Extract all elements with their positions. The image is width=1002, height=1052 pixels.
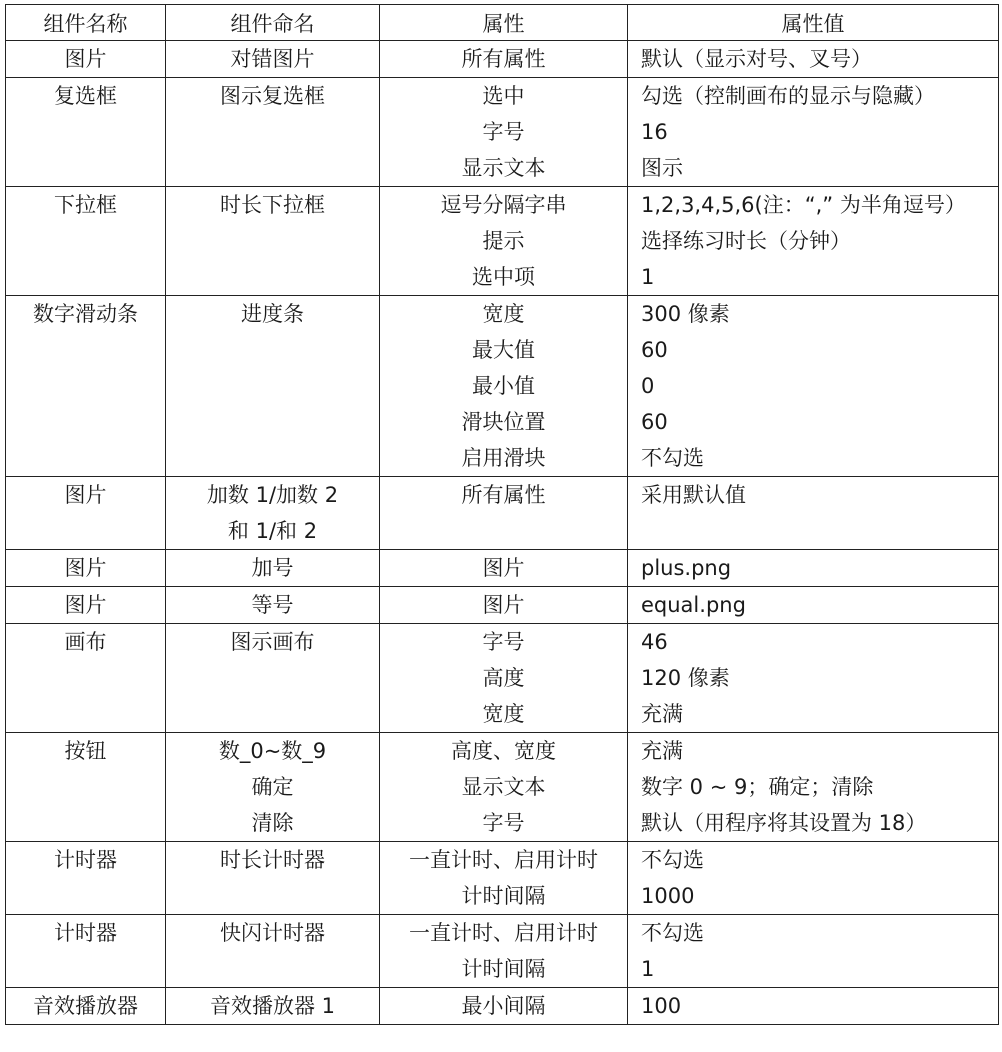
- cell-line: 滑块位置: [461, 410, 546, 434]
- cell-line: 计时间隔: [461, 957, 546, 981]
- cell-line: [6, 440, 165, 476]
- cell-line: [166, 404, 379, 440]
- component-type-cell: [6, 187, 166, 296]
- cell-line: 时长计时器: [220, 848, 325, 872]
- cell-line: 对错图片: [230, 47, 315, 71]
- component-name-cell: [166, 733, 380, 842]
- cell-line: [6, 114, 165, 150]
- cell-line: 图片: [64, 593, 107, 617]
- cell-line: [166, 368, 379, 404]
- cell-line: 清除: [251, 811, 294, 835]
- cell-line: [6, 805, 165, 841]
- cell-line: 数字 0 ~ 9；确定；清除: [641, 775, 874, 799]
- cell-line: 高度: [482, 666, 525, 690]
- component-name-cell: [166, 41, 380, 78]
- property-cell: [380, 78, 628, 187]
- cell-line: [166, 440, 379, 476]
- cell-line: 一直计时、启用计时: [409, 848, 598, 872]
- component-name-cell: [166, 78, 380, 187]
- cell-line: [6, 223, 165, 259]
- component-type-cell: [6, 624, 166, 733]
- cell-line: [166, 223, 379, 259]
- component-type-cell: [6, 41, 166, 78]
- cell-line: 最小值: [472, 374, 535, 398]
- cell-line: 60: [641, 338, 668, 362]
- cell-line: 确定: [251, 775, 294, 799]
- cell-line: [6, 696, 165, 732]
- property-value-cell: [628, 587, 999, 624]
- cell-line: 字号: [482, 811, 525, 835]
- cell-line: [166, 878, 379, 914]
- cell-line: 1: [641, 265, 655, 289]
- cell-line: [6, 878, 165, 914]
- property-cell: [380, 624, 628, 733]
- cell-line: 图示: [641, 156, 683, 180]
- cell-line: [166, 660, 379, 696]
- header-row: [6, 5, 999, 41]
- cell-line: 显示文本: [461, 775, 546, 799]
- cell-line: [166, 696, 379, 732]
- cell-line: [6, 368, 165, 404]
- cell-line: [6, 404, 165, 440]
- cell-line: 1: [641, 957, 655, 981]
- cell-line: [6, 259, 165, 295]
- cell-line: 高度、宽度: [451, 739, 556, 763]
- cell-line: 充满: [641, 702, 683, 726]
- cell-line: 不勾选: [641, 921, 704, 945]
- cell-line: [6, 951, 165, 987]
- cell-line: [380, 513, 627, 549]
- cell-line: [6, 332, 165, 368]
- cell-line: [166, 332, 379, 368]
- property-value-cell: [628, 187, 999, 296]
- header-component-name: 组件命名: [166, 5, 380, 41]
- cell-line: 音效播放器 1: [209, 994, 336, 1018]
- cell-line: 选择练习时长（分钟）: [641, 229, 851, 253]
- cell-line: 默认（用程序将其设置为 18）: [641, 811, 927, 835]
- cell-line: plus.png: [641, 556, 732, 580]
- table-row: [6, 915, 999, 988]
- cell-line: 等号: [251, 593, 294, 617]
- cell-line: 宽度: [482, 702, 525, 726]
- component-name-cell: [166, 988, 380, 1025]
- cell-line: 计时间隔: [461, 884, 546, 908]
- cell-line: 提示: [482, 229, 525, 253]
- property-value-cell: [628, 477, 999, 550]
- property-value-cell: [628, 842, 999, 915]
- component-name-cell: [166, 477, 380, 550]
- component-properties-table: [5, 4, 999, 1025]
- cell-line: [166, 951, 379, 987]
- cell-line: 所有属性: [461, 47, 546, 71]
- property-cell: [380, 296, 628, 477]
- cell-line: 图片: [64, 556, 107, 580]
- property-cell: [380, 842, 628, 915]
- cell-line: 图示复选框: [220, 84, 325, 108]
- cell-line: 1,2,3,4,5,6(注：“,” 为半角逗号）: [641, 193, 966, 217]
- component-name-cell: [166, 842, 380, 915]
- table-row: [6, 41, 999, 78]
- component-type-cell: [6, 915, 166, 988]
- cell-line: [6, 660, 165, 696]
- cell-line: 复选框: [54, 84, 117, 108]
- cell-line: 16: [641, 120, 668, 144]
- cell-line: equal.png: [641, 593, 746, 617]
- cell-line: 按钮: [64, 739, 107, 763]
- cell-line: 进度条: [241, 302, 304, 326]
- property-cell: [380, 187, 628, 296]
- cell-line: 采用默认值: [641, 483, 746, 507]
- cell-line: [6, 150, 165, 186]
- cell-line: 所有属性: [461, 483, 546, 507]
- cell-line: 最大值: [472, 338, 535, 362]
- cell-line: 120 像素: [641, 666, 730, 690]
- cell-line: [6, 769, 165, 805]
- cell-line: 宽度: [482, 302, 525, 326]
- cell-line: 图示画布: [230, 630, 315, 654]
- cell-line: 图片: [482, 556, 525, 580]
- cell-line: 不勾选: [641, 446, 704, 470]
- cell-line: 一直计时、启用计时: [409, 921, 598, 945]
- cell-line: 300 像素: [641, 302, 730, 326]
- table-row: [6, 842, 999, 915]
- cell-line: [166, 259, 379, 295]
- cell-line: 最小间隔: [461, 994, 546, 1018]
- cell-line: 充满: [641, 739, 683, 763]
- cell-line: 逗号分隔字串: [440, 193, 567, 217]
- cell-line: 启用滑块: [461, 446, 546, 470]
- component-name-cell: [166, 187, 380, 296]
- table-row: [6, 624, 999, 733]
- property-cell: [380, 41, 628, 78]
- property-cell: [380, 733, 628, 842]
- cell-line: 默认（显示对号、叉号）: [641, 47, 872, 71]
- cell-line: 选中: [482, 84, 525, 108]
- property-value-cell: [628, 41, 999, 78]
- component-type-cell: [6, 78, 166, 187]
- table-row: [6, 587, 999, 624]
- cell-line: 计时器: [54, 848, 117, 872]
- header-property: 属性: [380, 5, 628, 41]
- cell-line: 图片: [64, 47, 107, 71]
- cell-line: [166, 150, 379, 186]
- cell-line: 音效播放器: [33, 994, 138, 1018]
- header-property-value: 属性值: [628, 5, 999, 41]
- table-row: [6, 550, 999, 587]
- table-row: [6, 733, 999, 842]
- component-name-cell: [166, 587, 380, 624]
- property-value-cell: [628, 733, 999, 842]
- cell-line: 字号: [482, 630, 525, 654]
- component-type-cell: [6, 477, 166, 550]
- cell-line: [166, 114, 379, 150]
- table-row: [6, 78, 999, 187]
- cell-line: 字号: [482, 120, 525, 144]
- table-row: [6, 477, 999, 550]
- cell-line: 计时器: [54, 921, 117, 945]
- cell-line: 勾选（控制画布的显示与隐藏）: [641, 84, 935, 108]
- header-component-type: 组件名称: [6, 5, 166, 41]
- property-value-cell: [628, 296, 999, 477]
- cell-line: 时长下拉框: [220, 193, 325, 217]
- table-row: [6, 296, 999, 477]
- table-row: [6, 988, 999, 1025]
- property-value-cell: [628, 915, 999, 988]
- table-body: [6, 41, 999, 1025]
- cell-line: 画布: [64, 630, 107, 654]
- cell-line: [6, 513, 165, 549]
- cell-line: 数字滑动条: [33, 302, 138, 326]
- cell-line: 100: [641, 994, 682, 1018]
- property-value-cell: [628, 624, 999, 733]
- cell-line: 60: [641, 410, 668, 434]
- cell-line: 下拉框: [54, 193, 117, 217]
- cell-line: 显示文本: [461, 156, 546, 180]
- component-name-cell: [166, 915, 380, 988]
- cell-line: 和 1/和 2: [227, 519, 318, 543]
- property-cell: [380, 587, 628, 624]
- property-value-cell: [628, 550, 999, 587]
- property-cell: [380, 477, 628, 550]
- cell-line: 快闪计时器: [220, 921, 325, 945]
- component-name-cell: [166, 550, 380, 587]
- component-type-cell: [6, 733, 166, 842]
- component-type-cell: [6, 587, 166, 624]
- property-value-cell: [628, 78, 999, 187]
- cell-line: 46: [641, 630, 668, 654]
- property-cell: [380, 550, 628, 587]
- cell-line: 不勾选: [641, 848, 704, 872]
- cell-line: 加号: [251, 556, 294, 580]
- cell-line: 选中项: [472, 265, 535, 289]
- cell-line: 加数 1/加数 2: [206, 483, 339, 507]
- component-type-cell: [6, 296, 166, 477]
- cell-line: 1000: [641, 884, 695, 908]
- component-type-cell: [6, 842, 166, 915]
- cell-line: 数_0~数_9: [218, 739, 327, 763]
- cell-line: 图片: [64, 483, 107, 507]
- cell-line: 0: [641, 374, 655, 398]
- component-name-cell: [166, 624, 380, 733]
- cell-line: 图片: [482, 593, 525, 617]
- table-row: [6, 187, 999, 296]
- component-name-cell: [166, 296, 380, 477]
- component-type-cell: [6, 550, 166, 587]
- property-cell: [380, 915, 628, 988]
- property-value-cell: [628, 988, 999, 1025]
- cell-line: [641, 513, 998, 549]
- property-cell: [380, 988, 628, 1025]
- component-type-cell: [6, 988, 166, 1025]
